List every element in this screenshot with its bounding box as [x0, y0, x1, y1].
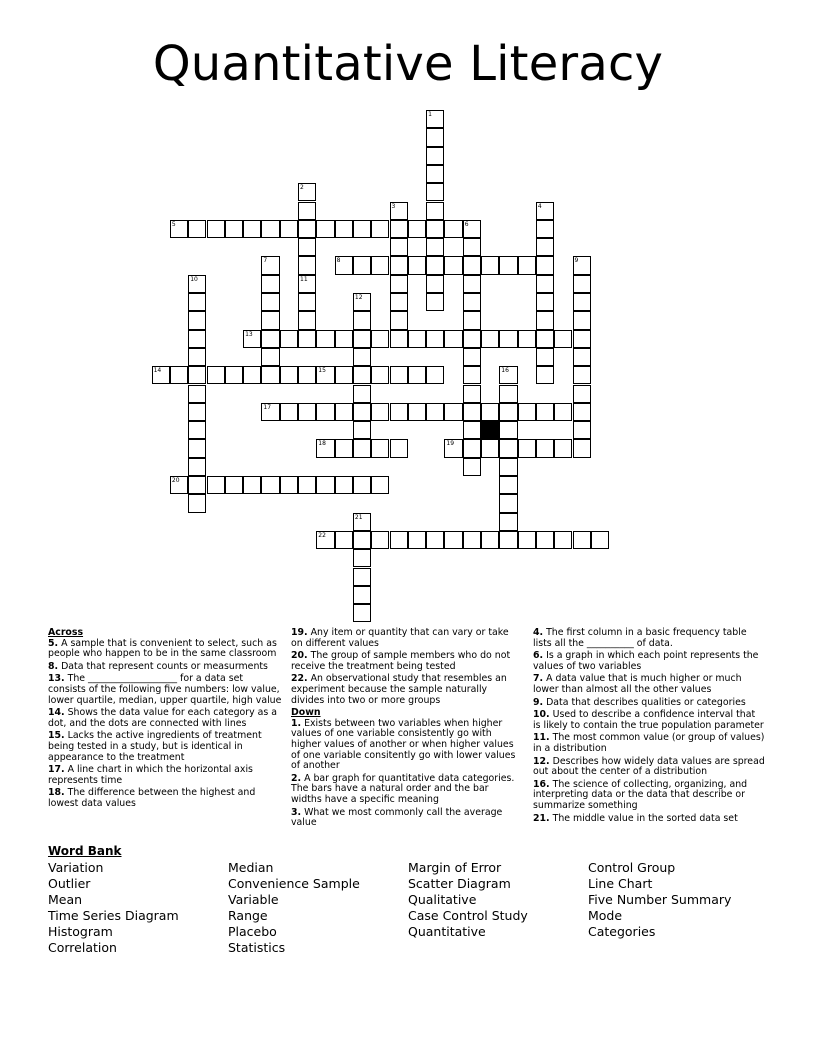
clue-down-2: 2. A bar graph for quantitative data categories. The bars have a natural order and the bar widths have a specific meaning [291, 772, 515, 805]
crossword-cell[interactable] [463, 256, 481, 274]
word-bank-item: Control Group [588, 860, 676, 875]
crossword-cell[interactable] [536, 439, 554, 457]
clue-down-6: 6. Is a graph in which each point represents the values of two variables [533, 650, 759, 672]
crossword-cell[interactable] [261, 403, 279, 421]
crossword-cell[interactable] [463, 385, 481, 403]
crossword-cell[interactable] [261, 366, 279, 384]
clue-number: 11 [300, 275, 308, 283]
crossword-cell[interactable] [499, 439, 517, 457]
word-bank-item: Convenience Sample [228, 876, 360, 891]
crossword-cell[interactable] [353, 586, 371, 604]
crossword-cell[interactable] [408, 366, 426, 384]
crossword-cell[interactable] [426, 165, 444, 183]
clue-number: 19 [446, 440, 455, 448]
clue-number: 13 [245, 330, 253, 338]
clue-across-13: 13. The ___________________ for a data set consists of the following five numbers: low value, lower quartile, median, upper quartile, high value [48, 673, 282, 706]
crossword-cell[interactable] [316, 330, 334, 348]
crossword-cell[interactable] [335, 366, 353, 384]
crossword-cell[interactable] [390, 238, 408, 256]
clue-across-17: 17. A line chart in which the horizontal axis represents time [48, 764, 253, 786]
crossword-cell[interactable] [207, 476, 225, 494]
crossword-cell[interactable] [188, 494, 206, 512]
crossword-cell[interactable] [499, 330, 517, 348]
crossword-cell[interactable] [426, 128, 444, 146]
crossword-cell[interactable] [518, 403, 536, 421]
crossword-cell[interactable] [573, 256, 591, 274]
crossword-cell[interactable] [499, 476, 517, 494]
word-bank-item: Categories [588, 924, 656, 939]
crossword-cell[interactable] [225, 366, 243, 384]
crossword-cell[interactable] [573, 348, 591, 366]
crossword-cell[interactable] [298, 220, 316, 238]
crossword-cell[interactable] [481, 330, 499, 348]
crossword-cell[interactable] [298, 183, 316, 201]
crossword-cell[interactable] [536, 220, 554, 238]
crossword-cell[interactable] [426, 220, 444, 238]
word-bank-item: Scatter Diagram [408, 876, 511, 891]
crossword-cell[interactable] [518, 256, 536, 274]
crossword-cell[interactable] [573, 293, 591, 311]
page-title: Quantitative Literacy [152, 36, 664, 92]
clue-number: 1 [428, 111, 432, 118]
crossword-cell[interactable] [316, 531, 334, 549]
crossword-cell[interactable] [390, 293, 408, 311]
crossword-cell[interactable] [353, 403, 371, 421]
crossword-cell[interactable] [499, 531, 517, 549]
crossword-cell[interactable] [280, 330, 298, 348]
word-bank-item: Qualitative [408, 892, 477, 907]
crossword-cell[interactable] [298, 476, 316, 494]
crossword-cell[interactable] [481, 439, 499, 457]
word-bank-item: Line Chart [588, 876, 653, 891]
crossword-cell[interactable] [188, 385, 206, 403]
word-bank-item: Median [228, 860, 274, 875]
crossword-cell[interactable] [188, 421, 206, 439]
clue-down-7: 7. A data value that is much higher or much lower than almost all the other values [533, 673, 742, 695]
crossword-cell[interactable] [243, 476, 261, 494]
crossword-cell[interactable] [335, 476, 353, 494]
crossword-cell[interactable] [554, 330, 572, 348]
crossword-cell[interactable] [444, 330, 462, 348]
word-bank-item: Time Series Diagram [48, 908, 179, 923]
crossword-black-cell [481, 421, 499, 439]
crossword-cell[interactable] [316, 476, 334, 494]
crossword-cell[interactable] [444, 439, 462, 457]
crossword-cell[interactable] [390, 256, 408, 274]
clue-number: 14 [153, 367, 162, 375]
crossword-cell[interactable] [444, 256, 462, 274]
crossword-cell[interactable] [207, 366, 225, 384]
crossword-cell[interactable] [280, 476, 298, 494]
crossword-cell[interactable] [463, 220, 481, 238]
crossword-cell[interactable] [518, 439, 536, 457]
crossword-cell[interactable] [481, 256, 499, 274]
crossword-cell[interactable] [573, 330, 591, 348]
word-bank-title: Word Bank [48, 844, 122, 858]
crossword-cell[interactable] [536, 238, 554, 256]
clue-number: 6 [464, 220, 469, 228]
crossword-cell[interactable] [298, 202, 316, 220]
crossword-cell[interactable] [573, 385, 591, 403]
crossword-cell[interactable] [353, 549, 371, 567]
crossword-cell[interactable] [463, 458, 481, 476]
clue-across-8: 8. Data that represent counts or measurments [48, 660, 268, 672]
crossword-cell[interactable] [554, 439, 572, 457]
crossword-cell[interactable] [261, 275, 279, 293]
crossword-cell[interactable] [188, 275, 206, 293]
crossword-cell[interactable] [444, 403, 462, 421]
clue-number: 8 [336, 257, 341, 265]
crossword-cell[interactable] [188, 220, 206, 238]
word-bank-item: Mode [588, 908, 623, 923]
clue-number: 17 [263, 403, 272, 411]
crossword-cell[interactable] [426, 293, 444, 311]
crossword-cell[interactable] [298, 330, 316, 348]
crossword-cell[interactable] [536, 275, 554, 293]
crossword-cell[interactable] [463, 421, 481, 439]
crossword-cell[interactable] [335, 330, 353, 348]
crossword-cell[interactable] [353, 311, 371, 329]
clue-number: 3 [391, 202, 396, 210]
crossword-cell[interactable] [463, 531, 481, 549]
clue-down-21: 21. The middle value in the sorted data set [533, 812, 738, 824]
clue-number: 16 [501, 367, 509, 375]
clue-number: 21 [354, 513, 363, 521]
clue-across-14: 14. Shows the data value for each category as a dot, and the dots are connected with lines [48, 707, 278, 729]
crossword-cell[interactable] [463, 348, 481, 366]
crossword-cell[interactable] [426, 366, 444, 384]
crossword-cell[interactable] [426, 147, 444, 165]
crossword-cell[interactable] [536, 293, 554, 311]
crossword-cell[interactable] [371, 366, 389, 384]
crossword-cell[interactable] [426, 183, 444, 201]
crossword-cell[interactable] [353, 366, 371, 384]
crossword-cell[interactable] [152, 366, 170, 384]
crossword-cell[interactable] [554, 531, 572, 549]
word-bank-item: Outlier [48, 876, 91, 891]
crossword-cell[interactable] [353, 330, 371, 348]
clue-across-22: 22. An observational study that resembles an experiment because the sample naturally divides into two or more groups [291, 673, 507, 706]
crossword-cell[interactable] [536, 366, 554, 384]
crossword-cell[interactable] [188, 458, 206, 476]
crossword-cell[interactable] [573, 421, 591, 439]
crossword-cell[interactable] [390, 202, 408, 220]
crossword-cell[interactable] [390, 220, 408, 238]
clue-down-4: 4. The first column in a basic frequency table lists all the __________ of data. [533, 627, 747, 649]
clue-across-20: 20. The group of sample members who do not receive the treatment being tested [291, 650, 511, 672]
crossword-cell[interactable] [463, 238, 481, 256]
clue-number: 2 [300, 184, 304, 192]
clue-number: 12 [354, 294, 363, 301]
crossword-cell[interactable] [298, 256, 316, 274]
crossword-cell[interactable] [536, 330, 554, 348]
crossword-cell[interactable] [371, 439, 389, 457]
clues-column-2 [291, 628, 521, 831]
word-bank-item: Histogram [48, 924, 113, 939]
crossword-cell[interactable] [499, 513, 517, 531]
crossword-cell[interactable] [408, 330, 426, 348]
word-bank-item: Case Control Study [408, 908, 528, 923]
crossword-cell[interactable] [408, 256, 426, 274]
clue-number: 18 [318, 440, 326, 448]
crossword-cell[interactable] [390, 439, 408, 457]
word-bank-item: Variable [228, 892, 279, 907]
clue-number: 7 [263, 257, 268, 265]
crossword-cell[interactable] [573, 439, 591, 457]
crossword-cell[interactable] [536, 256, 554, 274]
crossword-cell[interactable] [463, 366, 481, 384]
crossword-cell[interactable] [499, 494, 517, 512]
clue-number: 15 [318, 367, 326, 375]
crossword-cell[interactable] [371, 476, 389, 494]
crossword-cell[interactable] [188, 439, 206, 457]
clues-column-3 [533, 628, 765, 826]
word-bank-item: Correlation [48, 940, 117, 955]
crossword-cell[interactable] [390, 330, 408, 348]
crossword-cell[interactable] [353, 293, 371, 311]
word-bank-item: Quantitative [408, 924, 486, 939]
word-bank-item: Range [228, 908, 268, 923]
crossword-cell[interactable] [243, 220, 261, 238]
clue-down-10: 10. Used to describe a confidence interval that is likely to contain the true population parameter [533, 709, 764, 731]
crossword-cell[interactable] [463, 330, 481, 348]
crossword-cell[interactable] [481, 403, 499, 421]
clues-column-1 [48, 628, 282, 812]
word-bank-item: Mean [48, 892, 83, 907]
crossword-cell[interactable] [554, 403, 572, 421]
crossword-cell[interactable] [444, 220, 462, 238]
crossword-cell[interactable] [280, 220, 298, 238]
crossword-cell[interactable] [353, 568, 371, 586]
crossword-cell[interactable] [353, 220, 371, 238]
crossword-cell[interactable] [298, 311, 316, 329]
crossword-cell[interactable] [499, 421, 517, 439]
crossword-cell[interactable] [316, 366, 334, 384]
crossword-cell[interactable] [390, 366, 408, 384]
clue-number: 22 [318, 531, 326, 539]
crossword-cell[interactable] [353, 348, 371, 366]
clue-across-5: 5. A sample that is convenient to select, such as people who happen to be in the same classroom [48, 637, 277, 660]
crossword-cell[interactable] [353, 476, 371, 494]
crossword-cell[interactable] [353, 531, 371, 549]
crossword-cell[interactable] [335, 403, 353, 421]
down-heading: Down [291, 707, 321, 719]
word-bank-column-4 [588, 860, 731, 940]
crossword-cell[interactable] [316, 403, 334, 421]
crossword-cell[interactable] [573, 531, 591, 549]
clue-across-15: 15. Lacks the active ingredients of treatment being tested in a study, but is identical in appearance to the treatment [48, 730, 262, 763]
crossword-cell[interactable] [353, 256, 371, 274]
crossword-cell[interactable] [426, 275, 444, 293]
crossword-cell[interactable] [207, 220, 225, 238]
across-heading: Across [48, 627, 84, 638]
word-bank-item: Five Number Summary [588, 892, 732, 907]
crossword-cell[interactable] [536, 531, 554, 549]
crossword-cell[interactable] [536, 403, 554, 421]
crossword-cell[interactable] [188, 476, 206, 494]
crossword-cell[interactable] [463, 275, 481, 293]
crossword-cell[interactable] [426, 202, 444, 220]
crossword-cell[interactable] [426, 403, 444, 421]
clue-number: 20 [171, 477, 180, 484]
crossword-cell[interactable] [463, 311, 481, 329]
crossword-cell[interactable] [261, 476, 279, 494]
clue-down-9: 9. Data that describes qualities or categories [533, 696, 746, 708]
clue-down-12: 12. Describes how widely data values are spread out about the center of a distribution [533, 755, 765, 778]
crossword-cell[interactable] [353, 604, 371, 622]
crossword-cell[interactable] [225, 220, 243, 238]
crossword-cell[interactable] [591, 531, 609, 549]
crossword-cell[interactable] [481, 531, 499, 549]
crossword-cell[interactable] [390, 403, 408, 421]
crossword-cell[interactable] [573, 403, 591, 421]
crossword-cell[interactable] [170, 476, 188, 494]
crossword-cell[interactable] [353, 421, 371, 439]
crossword-cell[interactable] [463, 293, 481, 311]
crossword-cell[interactable] [316, 220, 334, 238]
crossword-cell[interactable] [261, 348, 279, 366]
crossword-cell[interactable] [261, 293, 279, 311]
clue-across-18: 18. The difference between the highest and lowest data values [48, 787, 256, 809]
word-bank-item: Variation [48, 860, 104, 875]
crossword-cell[interactable] [298, 366, 316, 384]
crossword-cell[interactable] [298, 403, 316, 421]
crossword-cell[interactable] [335, 256, 353, 274]
crossword-cell[interactable] [170, 366, 188, 384]
clue-down-11: 11. The most common value (or group of values) in a distribution [533, 732, 765, 754]
crossword-cell[interactable] [573, 275, 591, 293]
crossword-cell[interactable] [353, 513, 371, 531]
clue-number: 9 [574, 257, 579, 265]
crossword-cell[interactable] [536, 202, 554, 220]
crossword-cell[interactable] [188, 330, 206, 348]
crossword-cell[interactable] [499, 385, 517, 403]
crossword-cell[interactable] [390, 531, 408, 549]
crossword-cell[interactable] [426, 110, 444, 128]
crossword-cell[interactable] [280, 403, 298, 421]
crossword-cell[interactable] [371, 220, 389, 238]
crossword-cell[interactable] [463, 439, 481, 457]
crossword-cell[interactable] [426, 531, 444, 549]
crossword-cell[interactable] [426, 238, 444, 256]
crossword-cell[interactable] [316, 439, 334, 457]
crossword-cell[interactable] [280, 366, 298, 384]
crossword-cell[interactable] [261, 330, 279, 348]
crossword-cell[interactable] [573, 366, 591, 384]
crossword-cell[interactable] [188, 311, 206, 329]
word-bank-item: Placebo [228, 924, 277, 939]
crossword-cell[interactable] [188, 348, 206, 366]
crossword-cell[interactable] [408, 531, 426, 549]
crossword-cell[interactable] [371, 403, 389, 421]
crossword-cell[interactable] [261, 220, 279, 238]
crossword-cell[interactable] [426, 256, 444, 274]
crossword-cell[interactable] [371, 330, 389, 348]
crossword-cell[interactable] [518, 531, 536, 549]
clue-down-3: 3. What we most commonly call the average value [291, 806, 503, 829]
clue-down-16: 16. The science of collecting, organizing, and interpreting data or the data that describe or summarize something [533, 778, 748, 811]
crossword-cell[interactable] [188, 366, 206, 384]
word-bank-column-3 [408, 860, 528, 940]
word-bank-column-1 [48, 860, 179, 956]
clue-across-19: 19. Any item or quantity that can vary or take on different values [291, 627, 509, 649]
crossword-cell[interactable] [243, 330, 261, 348]
crossword-cell[interactable] [243, 366, 261, 384]
crossword-cell[interactable] [261, 256, 279, 274]
crossword-cell[interactable] [499, 403, 517, 421]
crossword-cell[interactable] [353, 385, 371, 403]
crossword-cell[interactable] [518, 330, 536, 348]
crossword-cell[interactable] [536, 348, 554, 366]
crossword-cell[interactable] [261, 311, 279, 329]
crossword-cell[interactable] [408, 403, 426, 421]
crossword-cell[interactable] [536, 311, 554, 329]
crossword-cell[interactable] [170, 220, 188, 238]
crossword-cell[interactable] [390, 311, 408, 329]
crossword-cell[interactable] [225, 476, 243, 494]
crossword-cell[interactable] [188, 293, 206, 311]
crossword-cell[interactable] [353, 439, 371, 457]
crossword-cell[interactable] [298, 275, 316, 293]
crossword-cell[interactable] [499, 458, 517, 476]
crossword-cell[interactable] [371, 256, 389, 274]
crossword-cell[interactable] [298, 238, 316, 256]
crossword-cell[interactable] [335, 439, 353, 457]
word-bank-item: Statistics [228, 940, 286, 955]
word-bank-column-2 [228, 860, 360, 956]
crossword-cell[interactable] [188, 403, 206, 421]
clue-number: 5 [171, 220, 176, 228]
crossword-cell[interactable] [298, 293, 316, 311]
crossword-cell[interactable] [371, 531, 389, 549]
crossword-cell[interactable] [335, 531, 353, 549]
word-bank-item: Margin of Error [408, 860, 502, 875]
crossword-cell[interactable] [408, 220, 426, 238]
crossword-cell[interactable] [426, 330, 444, 348]
crossword-cell[interactable] [390, 275, 408, 293]
clue-down-1: 1. Exists between two variables when higher values of one variable consistently go with higher values of another or when higher values of one variable consitently go with lower values of another [291, 717, 516, 772]
crossword-cell[interactable] [444, 531, 462, 549]
crossword-cell[interactable] [463, 403, 481, 421]
clue-number: 10 [190, 275, 198, 283]
clue-number: 4 [537, 202, 542, 210]
crossword-cell[interactable] [335, 220, 353, 238]
crossword-cell[interactable] [499, 256, 517, 274]
crossword-cell[interactable] [499, 366, 517, 384]
crossword-cell[interactable] [573, 311, 591, 329]
